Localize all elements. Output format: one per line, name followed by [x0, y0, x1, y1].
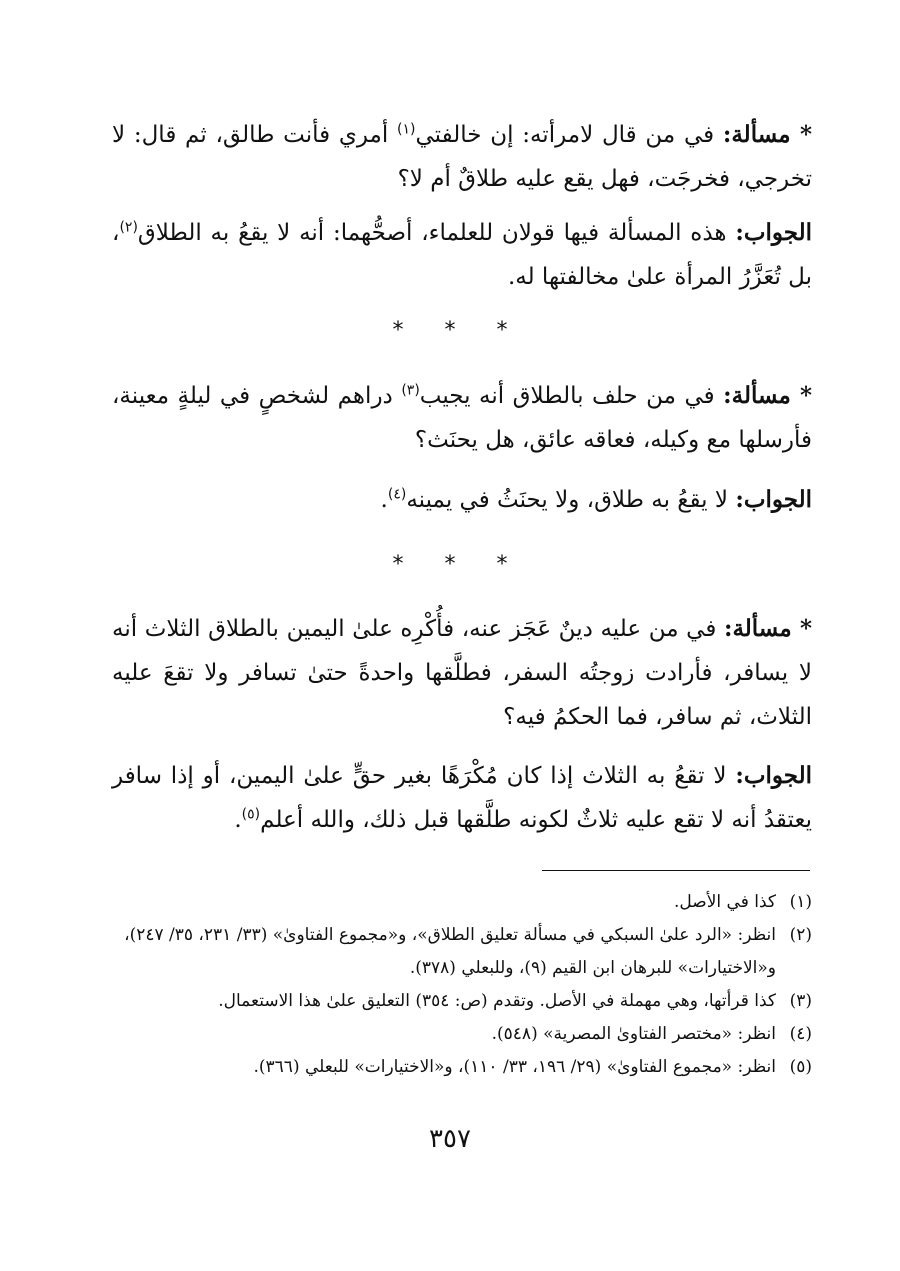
- footnote-divider: [542, 870, 810, 871]
- answer-label: الجواب:: [735, 762, 812, 789]
- answer-text: .: [380, 487, 388, 513]
- answer-text: ، بل تُعَزَّرُ المرأة علىٰ مخالفتها له.: [112, 220, 812, 290]
- separator-star: *: [444, 318, 456, 343]
- question-1: [112, 113, 812, 201]
- footnote-2: [96, 919, 812, 985]
- footnote-text: انظر: «الرد علىٰ السبكي في مسألة تعليق الطلاق»، و«مجموع الفتاوىٰ» (٣٣/ ٢٣١، ٣٥/ ٢٤٧)، و«الاختيارات» للبرهان ابن القيم (٩)، وللبعلي (٣٧٨).: [124, 925, 776, 978]
- question-2: [112, 374, 812, 462]
- question-text: دراهم لشخصٍ في ليلةٍ معينة، فأرسلها مع وكيله، فعاقه عائق، هل يحنَث؟: [112, 383, 812, 453]
- question-text: في من حلف بالطلاق أنه يجيب: [419, 383, 715, 409]
- separator-star: *: [392, 318, 404, 343]
- footnote-text: انظر: «مختصر الفتاوىٰ المصرية» (٥٤٨).: [491, 1024, 776, 1044]
- footnote-number: (٢): [789, 925, 812, 945]
- question-label: * مسألة:: [723, 615, 812, 642]
- footnote-1: [96, 886, 812, 919]
- separator-star: *: [496, 318, 508, 343]
- footnote-ref: (٤): [387, 486, 407, 503]
- question-text: في من عليه دينٌ عَجَز عنه، فأُكْرِه علىٰ اليمين بالطلاق الثلاث أنه لا يسافر، فأرادت زوجتُه السفر، فطلَّقها واحدةً حتىٰ تسافر ولا تقعَ عليه الثلاث، ثم سافر، فما الحكمُ فيه؟: [112, 616, 812, 730]
- footnote-ref: (٥): [241, 806, 261, 823]
- footnote-number: (١): [789, 892, 812, 912]
- footnote-number: (٥): [789, 1057, 812, 1077]
- answer-text: لا تقعُ به الثلاث إذا كان مُكْرَهًا بغير حقٍّ علىٰ اليمين، أو إذا سافر يعتقدُ أنه لا تقع عليه ثلاثٌ لكونه طلَّقها قبل ذلك، والله أعلم: [112, 763, 812, 833]
- footnote-number: (٤): [789, 1024, 812, 1044]
- footnote-5: [96, 1051, 812, 1084]
- answer-text: لا يقعُ به طلاق، ولا يحنَثُ في يمينه: [406, 487, 729, 513]
- answer-3: [112, 754, 812, 842]
- footnote-text: كذا في الأصل.: [674, 892, 776, 912]
- footnote-ref: (٣): [401, 382, 420, 399]
- answer-1: [112, 211, 812, 299]
- page-number: ٣٥٧: [429, 1124, 471, 1154]
- separator-star: *: [444, 552, 456, 577]
- section-separator: [0, 552, 900, 577]
- answer-label: الجواب:: [735, 486, 812, 513]
- question-text: في من قال لامرأته: إن خالفتي: [415, 122, 715, 148]
- question-label: * مسألة:: [723, 382, 813, 409]
- separator-star: *: [496, 552, 508, 577]
- footnote-ref: (١): [397, 121, 416, 138]
- question-text: أمري فأنت طالق، ثم قال: لا تخرجي، فخرجَت، فهل يقع عليه طلاقٌ أم لا؟: [112, 122, 812, 192]
- answer-label: الجواب:: [735, 219, 813, 246]
- question-label: * مسألة:: [722, 121, 812, 148]
- answer-text: .: [234, 807, 242, 833]
- question-3: [112, 607, 812, 739]
- footnote-text: انظر: «مجموع الفتاوىٰ» (٢٩/ ١٩٦، ٣٣/ ١١٠)، و«الاختيارات» للبعلي (٣٦٦).: [253, 1057, 776, 1077]
- answer-2: [112, 478, 812, 522]
- section-separator: [0, 318, 900, 343]
- footnote-text: كذا قرأتها، وهي مهملة في الأصل. وتقدم (ص: ٣٥٤) التعليق علىٰ هذا الاستعمال.: [218, 991, 776, 1011]
- footnote-ref: (٢): [119, 219, 138, 236]
- answer-text: هذه المسألة فيها قولان للعلماء، أصحُّهما: أنه لا يقعُ به الطلاق: [137, 220, 727, 246]
- footnotes: [96, 886, 812, 1084]
- footnote-4: [96, 1018, 812, 1051]
- separator-star: *: [392, 552, 404, 577]
- footnote-3: [96, 985, 812, 1018]
- footnote-number: (٣): [789, 991, 812, 1011]
